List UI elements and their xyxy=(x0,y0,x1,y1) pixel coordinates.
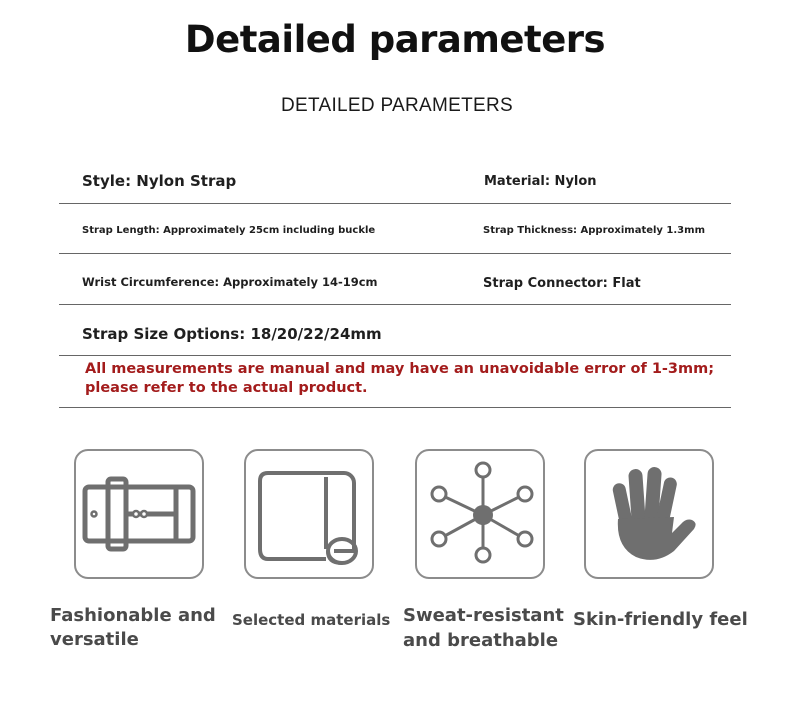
param-strap-thickness: Strap Thickness: Approximately 1.3mm xyxy=(483,225,705,236)
parameters-table xyxy=(59,155,731,408)
param-size-options: Strap Size Options: 18/20/22/24mm xyxy=(82,325,382,343)
feature-card-skin-friendly xyxy=(584,449,714,579)
molecule-icon xyxy=(417,451,543,577)
hand-icon xyxy=(586,451,712,577)
feature-label-skin-friendly: Skin-friendly feel xyxy=(573,609,748,630)
param-strap-connector: Strap Connector: Flat xyxy=(483,276,641,291)
measurement-note-text xyxy=(85,360,714,398)
table-row xyxy=(59,254,731,305)
measurement-note xyxy=(59,356,731,408)
feature-card-breathable xyxy=(415,449,545,579)
feature-card-fashionable xyxy=(74,449,204,579)
param-wrist-circumference: Wrist Circumference: Approximately 14-19cm xyxy=(82,275,378,289)
feature-label-breathable: Sweat-resistant and breathable xyxy=(403,605,564,651)
param-material: Material: Nylon xyxy=(484,174,597,189)
note-line-2: please refer to the actual product. xyxy=(85,380,368,396)
feature-label-materials: Selected materials xyxy=(232,611,391,629)
table-row xyxy=(59,305,731,356)
fabric-roll-icon xyxy=(246,451,372,577)
feature-label-fashionable: Fashionable and versatile xyxy=(50,605,216,650)
param-strap-length: Strap Length: Approximately 25cm including buckle xyxy=(82,225,376,236)
table-row xyxy=(59,155,731,204)
page-subtitle: DETAILED PARAMETERS xyxy=(281,95,513,116)
param-style: Style: Nylon Strap xyxy=(82,172,237,190)
buckle-icon xyxy=(76,451,202,577)
feature-card-materials xyxy=(244,449,374,579)
table-row xyxy=(59,204,731,254)
page-title: Detailed parameters xyxy=(184,18,606,61)
note-line-1: All measurements are manual and may have an unavoidable error of 1-3mm; xyxy=(85,361,715,377)
